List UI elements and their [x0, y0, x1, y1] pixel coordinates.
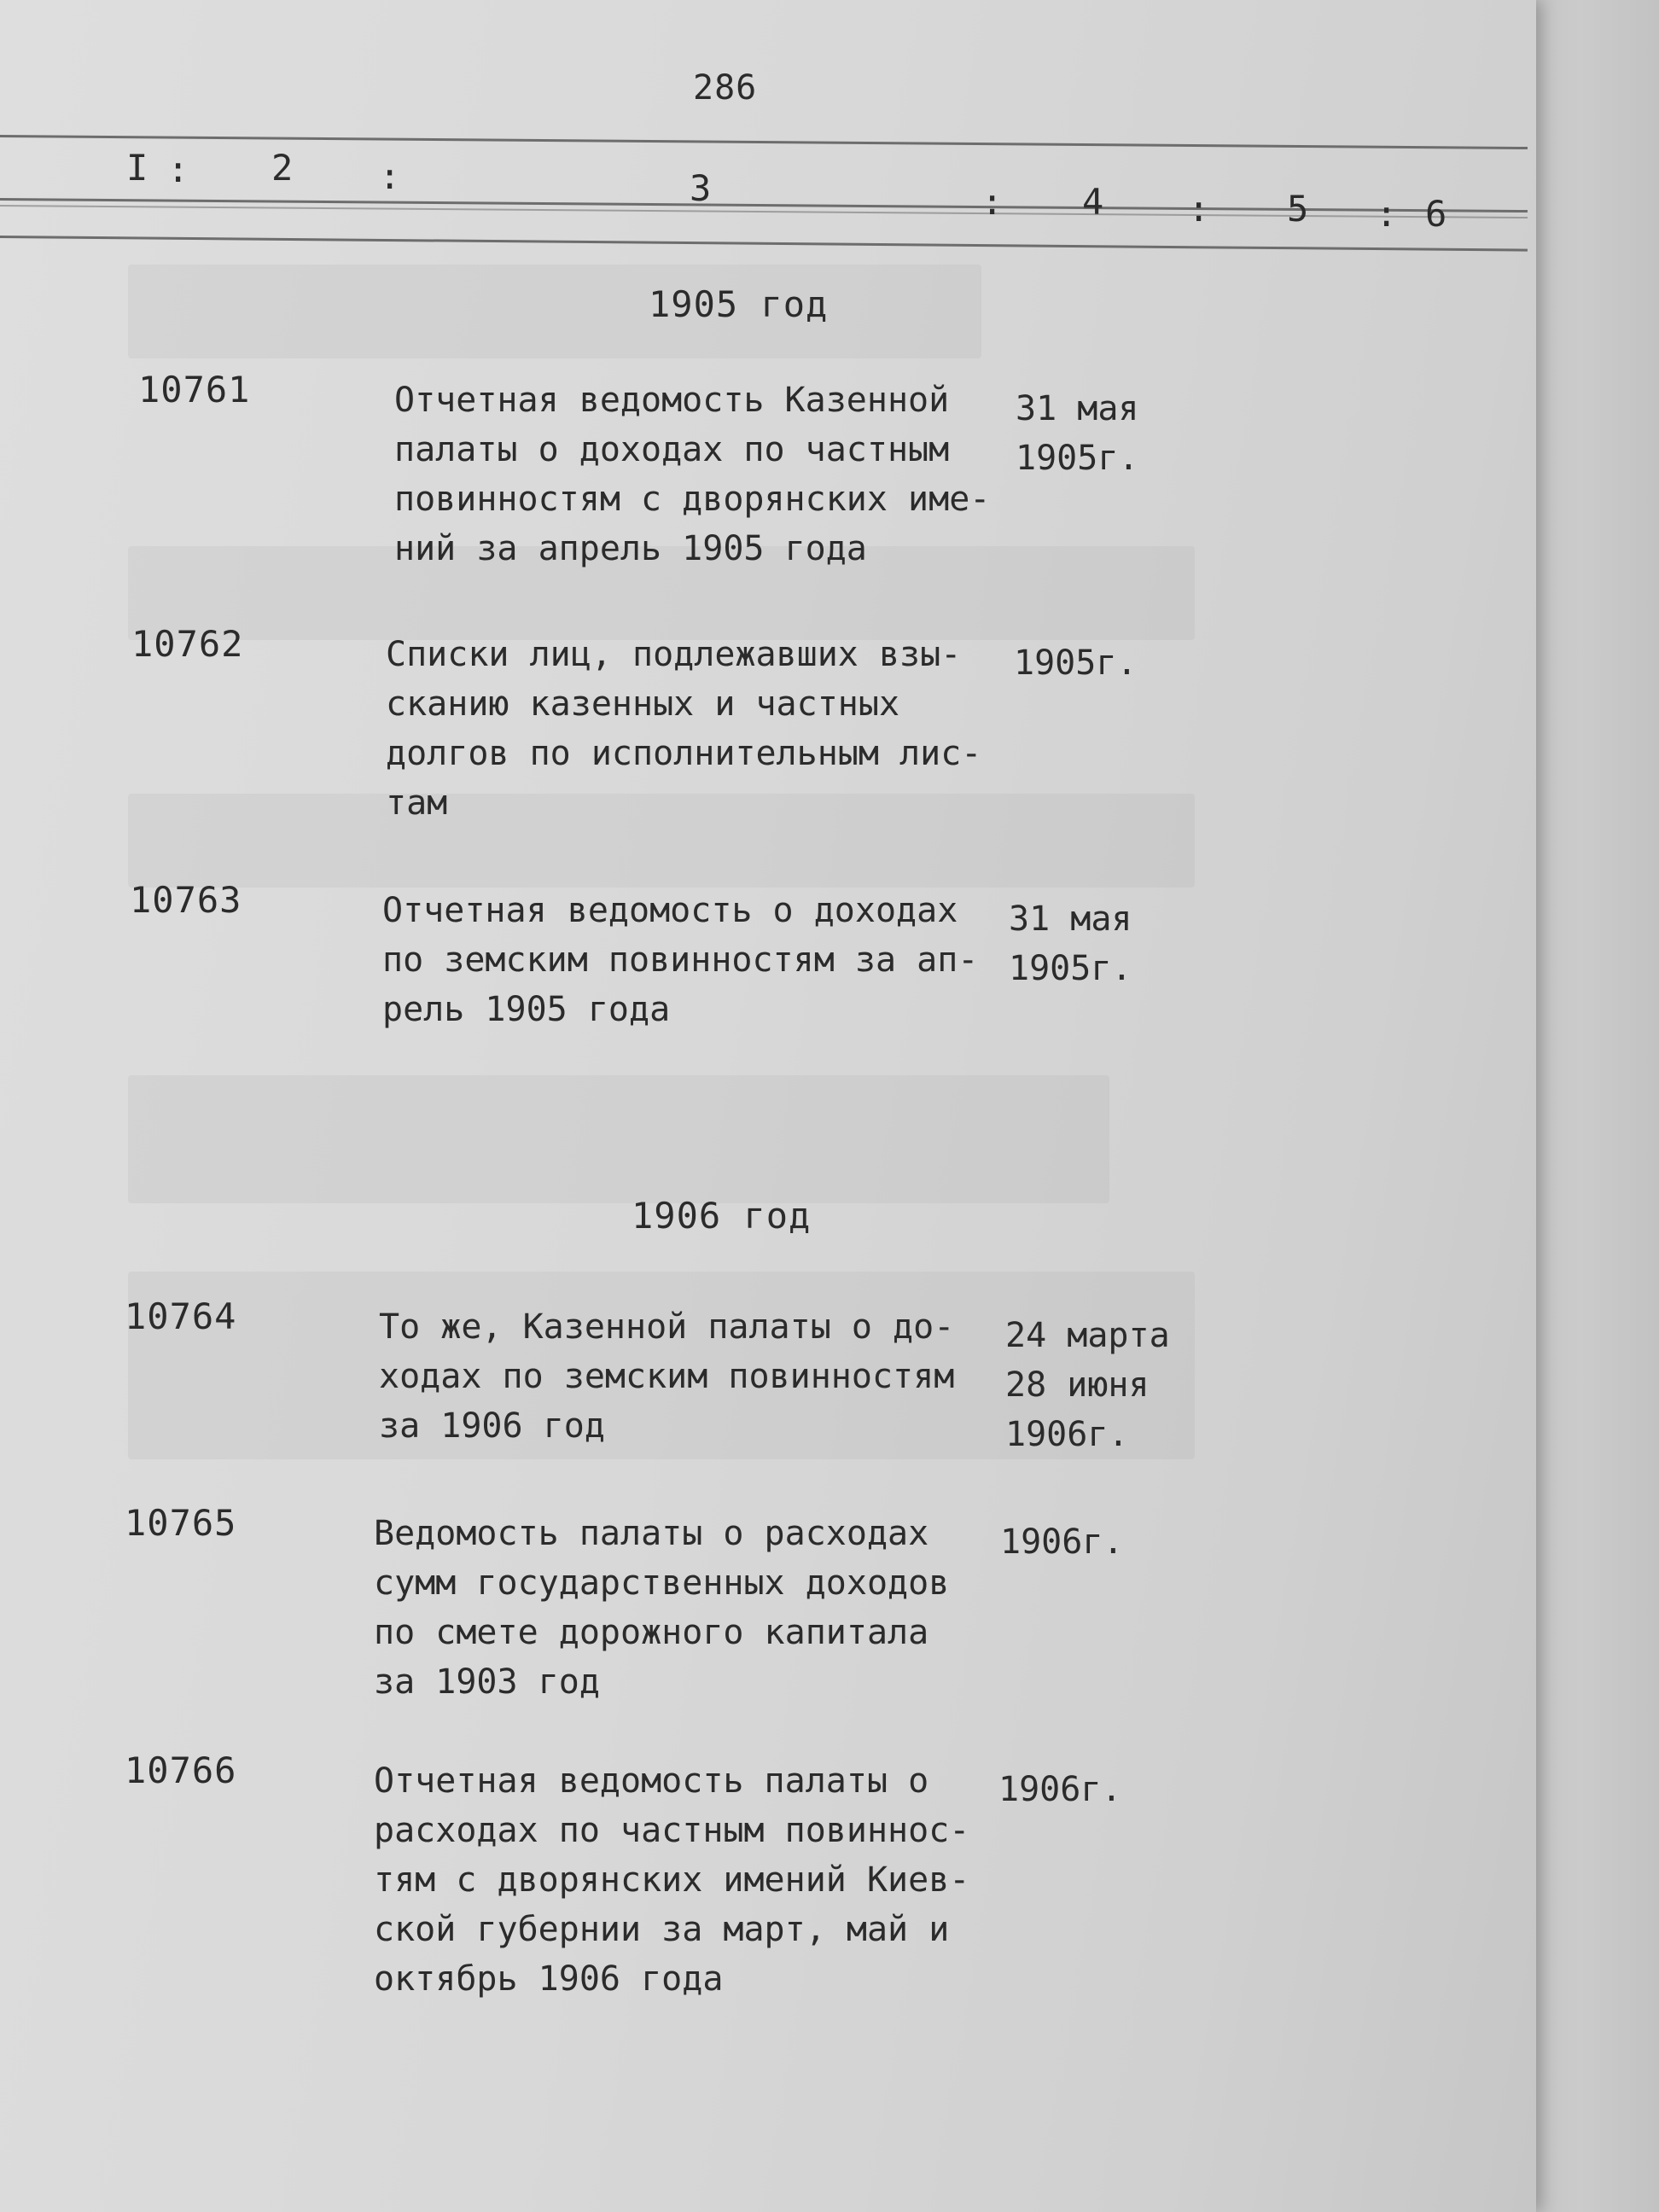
entry-number: 10765 — [125, 1502, 237, 1544]
entry-title: Списки лиц, подлежавших взы- сканию казенных и частных долгов по исполнительным лис- там — [386, 635, 982, 823]
column-header-separator: : — [981, 181, 1004, 223]
entry-title: Отчетная ведомость Казенной палаты о доходах по частным повинностям с дворянских име- ний за апрель 1905 года — [394, 381, 991, 568]
entry-date: 24 марта 28 июня 1906г. — [1005, 1316, 1170, 1454]
column-header-6: 6 — [1425, 193, 1447, 235]
entry-number: 10762 — [131, 623, 244, 665]
entry-number: 10766 — [125, 1749, 237, 1791]
entry-date: 31 мая 1905г. — [1016, 389, 1139, 478]
column-header-separator: : — [1188, 188, 1210, 230]
entry-title: Отчетная ведомость палаты о расходах по частным повиннос- тям с дворянских имений Киев- ской губернии за март, май и октябрь 1906 года — [374, 1761, 970, 1999]
entry-title: Ведомость палаты о расходах сумм государственных доходов по смете дорожного капитала за 1903 год — [374, 1514, 950, 1702]
column-header-3: 3 — [690, 167, 712, 209]
entry-date: 1905г. — [1014, 643, 1138, 683]
entry-date: 31 мая 1905г. — [1009, 899, 1132, 988]
page-edge-background — [1528, 0, 1659, 2212]
entry-number: 10763 — [130, 879, 242, 921]
header-rule-top — [0, 135, 1528, 149]
entry-title: Отчетная ведомость о доходах по земским повинностям за ап- рель 1905 года — [382, 891, 979, 1029]
column-header-4: 4 — [1082, 181, 1104, 223]
entry-date: 1906г. — [1000, 1522, 1124, 1562]
bleed-through-mark — [128, 1075, 1109, 1203]
column-header-separator: : — [379, 155, 401, 197]
entry-date: 1906г. — [998, 1770, 1122, 1809]
column-header-1: I — [126, 147, 148, 189]
header-rule-bottom — [0, 236, 1528, 252]
column-header-separator: : — [1376, 193, 1398, 235]
entry-number: 10761 — [138, 369, 251, 410]
entry-number: 10764 — [125, 1295, 237, 1337]
column-header-separator: : — [167, 148, 189, 190]
page-number: 286 — [693, 68, 758, 108]
bleed-through-mark — [128, 265, 981, 358]
year-heading-1905: 1905 год — [649, 283, 829, 325]
column-header-5: 5 — [1287, 188, 1309, 230]
column-header-2: 2 — [271, 147, 294, 189]
year-heading-1906: 1906 год — [632, 1195, 812, 1237]
entry-title: То же, Казенной палаты о до- ходах по земским повинностям за 1906 год — [379, 1307, 955, 1446]
